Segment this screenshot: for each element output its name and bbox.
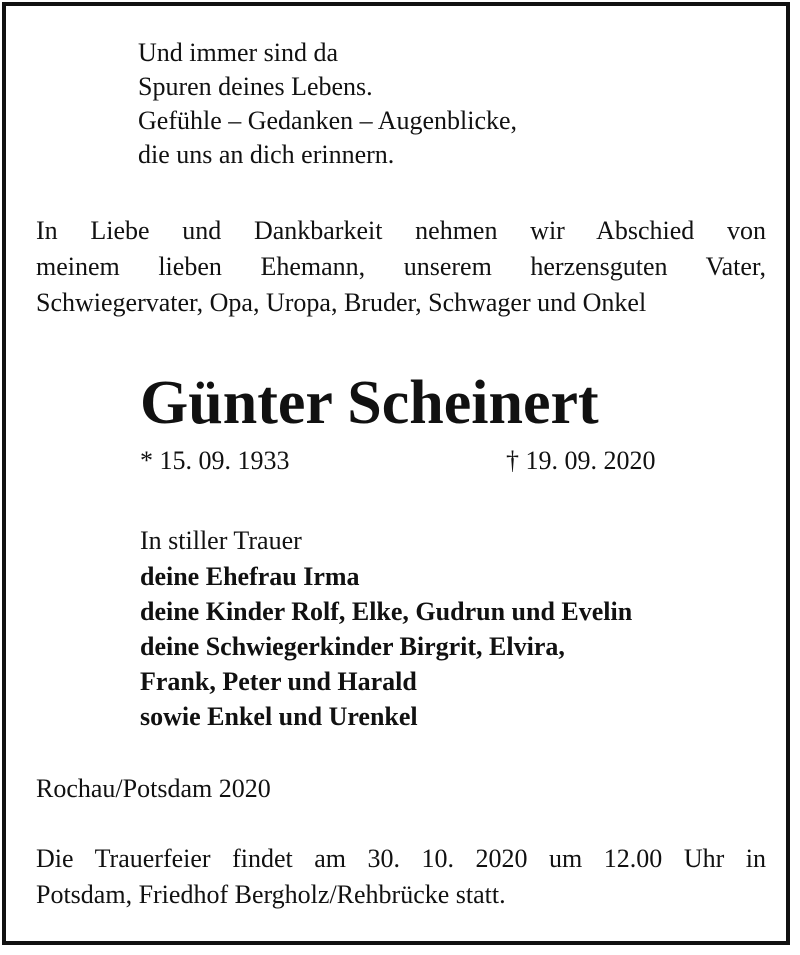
service-line-1: Die Trauerfeier findet am 30. 10. 2020 um 12.00 Uhr in [36, 844, 766, 873]
death-date: † 19. 09. 2020 [506, 446, 656, 475]
deceased-name: Günter Scheinert [140, 369, 599, 437]
mourner-line-4: Frank, Peter und Harald [140, 667, 417, 696]
poem-line-1: Und immer sind da [138, 38, 339, 67]
mourners-intro: In stiller Trauer [140, 526, 302, 555]
obituary-border [2, 2, 790, 945]
poem-line-2: Spuren deines Lebens. [138, 72, 373, 101]
intro-line-2: meinem lieben Ehemann, unserem herzensguten Vater, [36, 252, 766, 281]
poem-line-3: Gefühle – Gedanken – Augenblicke, [138, 106, 518, 135]
service-line-2: Potsdam, Friedhof Bergholz/Rehbrücke statt. [36, 880, 506, 909]
mourner-line-2: deine Kinder Rolf, Elke, Gudrun und Evelin [140, 597, 633, 626]
mourner-line-5: sowie Enkel und Urenkel [140, 702, 418, 731]
intro-line-3: Schwiegervater, Opa, Uropa, Bruder, Schwager und Onkel [36, 288, 647, 317]
intro-line-1: In Liebe und Dankbarkeit nehmen wir Abschied von [36, 216, 766, 245]
place-year: Rochau/Potsdam 2020 [36, 774, 271, 803]
birth-date: * 15. 09. 1933 [140, 446, 290, 475]
mourner-line-1: deine Ehefrau Irma [140, 562, 360, 591]
mourner-line-3: deine Schwiegerkinder Birgrit, Elvira, [140, 632, 565, 661]
poem-line-4: die uns an dich erinnern. [138, 140, 395, 169]
